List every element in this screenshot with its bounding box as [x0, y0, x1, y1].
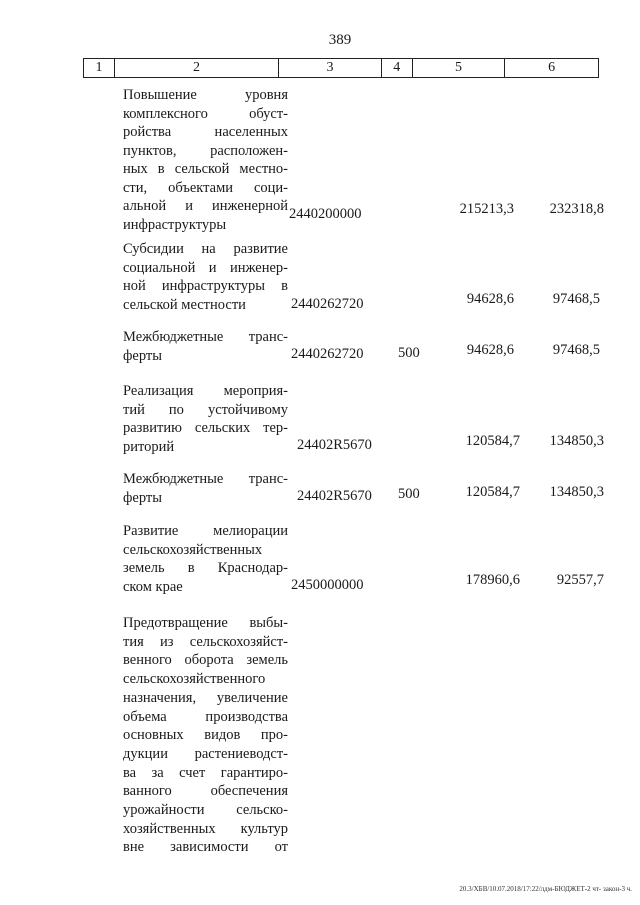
amount-column-5: 120584,7 [465, 433, 520, 449]
target-article-code: 24402R5670 [297, 488, 372, 504]
row-description-line: урожайности сельско- [123, 802, 288, 819]
amount-column-6: 134850,3 [549, 484, 604, 500]
amount-column-5: 94628,6 [466, 291, 514, 307]
row-description [123, 470, 288, 507]
expense-type-code: 500 [398, 486, 420, 502]
document-footer-stamp: 20.3/ХБВ/10.07.2018/17:22/лдм-БЮДЖЕТ-2 чт- закон-3 ч. [459, 885, 632, 893]
row-description-line: основных видов про- [123, 727, 288, 744]
row-description [123, 240, 288, 314]
row-description [123, 328, 288, 365]
row-description-line: социальной и инженер- [123, 259, 288, 276]
amount-column-5: 120584,7 [465, 484, 520, 500]
amount-column-5: 215213,3 [459, 201, 514, 217]
row-description [123, 614, 288, 857]
row-description-line: ных в сельской местно- [123, 161, 288, 177]
row-description-line: венного оборота земель [123, 652, 288, 669]
row-description-line: сельскохозяйственного [123, 671, 266, 688]
row-description-line: Межбюджетные транс- [123, 471, 288, 487]
row-description [123, 522, 288, 596]
amount-column-5: 178960,6 [465, 572, 520, 588]
row-description-line: Реализация мероприя- [123, 383, 288, 399]
amount-column-6: 97468,5 [552, 342, 600, 358]
row-description-line: ва за счет гарантиро- [123, 764, 288, 781]
row-description-line: ферты [123, 489, 162, 506]
row-description-line: сти, объектами соци- [123, 179, 288, 196]
row-description-line: ванного обеспечения [123, 783, 288, 800]
row-description-line: альной и инженерной [123, 198, 288, 214]
amount-column-5: 94628,6 [466, 342, 514, 358]
row-description-line: хозяйственных культур [123, 820, 288, 837]
row-description-line: Межбюджетные транс- [123, 329, 288, 345]
row-description-line: ферты [123, 347, 162, 364]
target-article-code: 2440262720 [291, 346, 364, 362]
row-description-line: ройства населенных [123, 124, 288, 140]
row-description-line: Субсидии на развитие [123, 241, 288, 257]
row-description-line: комплексного обуст- [123, 105, 288, 122]
target-article-code: 2450000000 [291, 577, 364, 593]
row-description-line: Развитие мелиорации [123, 523, 288, 539]
amount-column-6: 92557,7 [556, 572, 604, 588]
row-description [123, 86, 288, 234]
row-description-line: инфраструктуры [123, 216, 227, 233]
row-description [123, 382, 288, 456]
row-description-line: тий по устойчивому [123, 401, 288, 418]
row-description-line: назначения, увеличение [123, 689, 288, 706]
amount-column-6: 232318,8 [549, 201, 604, 217]
column-header-1: 1 [84, 59, 115, 77]
column-header-4: 4 [382, 59, 413, 77]
row-description-line: пунктов, расположен- [123, 142, 288, 159]
row-description-line: сельскохозяйственных [123, 541, 263, 558]
expense-type-code: 500 [398, 345, 420, 361]
row-description-line: риторий [123, 438, 175, 455]
row-description-line: тия из сельскохозяйст- [123, 633, 288, 650]
amount-column-6: 134850,3 [549, 433, 604, 449]
row-description-line: Предотвращение выбы- [123, 615, 288, 631]
target-article-code: 2440200000 [289, 206, 362, 222]
row-description-line: объема производства [123, 708, 288, 725]
column-header-2: 2 [115, 59, 279, 77]
row-description-line: развитию сельских тер- [123, 420, 288, 436]
row-description-line: сельской местности [123, 296, 246, 313]
page-number: 389 [328, 32, 352, 48]
row-description-line: земель в Краснодар- [123, 560, 288, 576]
row-description-line: ском крае [123, 578, 183, 595]
column-header-5: 5 [413, 59, 506, 77]
row-description-line: Повышение уровня [123, 87, 288, 103]
row-description-line: ной инфраструктуры в [123, 278, 288, 294]
row-description-line: дукции растениеводст- [123, 745, 288, 762]
column-header-3: 3 [279, 59, 382, 77]
target-article-code: 2440262720 [291, 296, 364, 312]
row-description-line: вне зависимости от [123, 839, 288, 856]
column-header-6: 6 [548, 60, 556, 75]
amount-column-6: 97468,5 [552, 291, 600, 307]
column-header-row [83, 58, 599, 78]
target-article-code: 24402R5670 [297, 437, 372, 453]
